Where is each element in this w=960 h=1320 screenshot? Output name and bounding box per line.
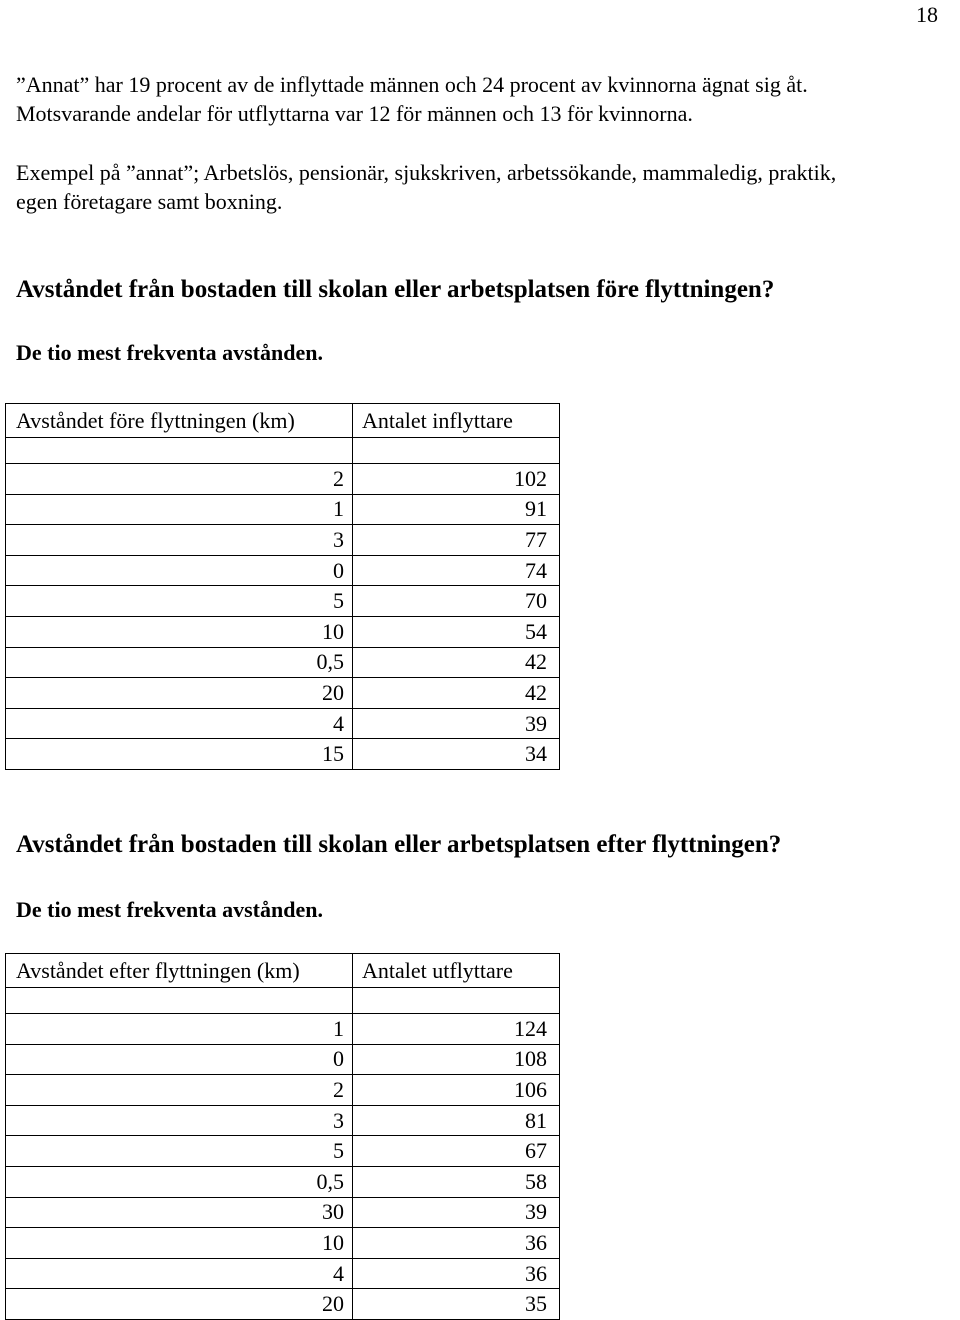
table-row xyxy=(6,616,560,647)
distance-cell: 2 xyxy=(6,464,353,495)
column-header-distance: Avståndet efter flyttningen (km) xyxy=(6,954,353,988)
table-row xyxy=(6,647,560,678)
count-cell: 124 xyxy=(353,1014,560,1045)
paragraph-line: Motsvarande andelar för utflyttarna var 12 för männen och 13 för kvinnorna. xyxy=(16,101,693,126)
section-heading-after: Avståndet från bostaden till skolan eller arbetsplatsen efter flyttningen? xyxy=(16,831,782,858)
paragraph-line: Exempel på ”annat”; Arbetslös, pensionär, sjukskriven, arbetssökande, mammaledig, praktik, xyxy=(16,160,837,185)
paragraph-annat-share xyxy=(16,70,946,128)
paragraph-line: egen företagare samt boxning. xyxy=(16,189,283,214)
count-cell: 91 xyxy=(353,494,560,525)
count-cell: 42 xyxy=(353,647,560,678)
count-cell: 39 xyxy=(353,708,560,739)
count-cell: 42 xyxy=(353,678,560,709)
table-row xyxy=(6,464,560,495)
column-header-distance: Avståndet före flyttningen (km) xyxy=(6,404,353,438)
table-row xyxy=(6,1014,560,1045)
distance-cell: 5 xyxy=(6,586,353,617)
distance-cell: 0,5 xyxy=(6,1166,353,1197)
table-row xyxy=(6,525,560,556)
distance-cell: 0 xyxy=(6,1044,353,1075)
table-header-row xyxy=(6,954,560,988)
count-cell: 35 xyxy=(353,1289,560,1320)
page-number: 18 xyxy=(916,2,938,27)
table-row xyxy=(6,1289,560,1320)
count-cell: 77 xyxy=(353,525,560,556)
table-row xyxy=(6,1197,560,1228)
count-cell: 67 xyxy=(353,1136,560,1167)
distance-cell: 4 xyxy=(6,708,353,739)
table-row xyxy=(6,1258,560,1289)
section-subheading-before: De tio mest frekventa avstånden. xyxy=(16,340,323,365)
table-blank-row xyxy=(6,438,560,464)
distance-table-after xyxy=(5,953,560,1320)
distance-cell: 3 xyxy=(6,525,353,556)
table-row xyxy=(6,1166,560,1197)
table-row xyxy=(6,586,560,617)
distance-cell: 20 xyxy=(6,1289,353,1320)
distance-cell: 0,5 xyxy=(6,647,353,678)
paragraph-annat-examples xyxy=(16,158,946,216)
distance-cell: 1 xyxy=(6,1014,353,1045)
count-cell: 58 xyxy=(353,1166,560,1197)
count-cell: 108 xyxy=(353,1044,560,1075)
table-row xyxy=(6,708,560,739)
table-row xyxy=(6,1075,560,1106)
table-row xyxy=(6,678,560,709)
distance-cell: 0 xyxy=(6,555,353,586)
distance-cell: 3 xyxy=(6,1105,353,1136)
distance-cell: 20 xyxy=(6,678,353,709)
table-header-row xyxy=(6,404,560,438)
section-subheading-after: De tio mest frekventa avstånden. xyxy=(16,897,323,922)
table-blank-row xyxy=(6,988,560,1014)
count-cell: 36 xyxy=(353,1228,560,1259)
table-row xyxy=(6,1105,560,1136)
section-heading-before: Avståndet från bostaden till skolan eller arbetsplatsen före flyttningen? xyxy=(16,276,775,303)
distance-cell: 10 xyxy=(6,616,353,647)
count-cell: 102 xyxy=(353,464,560,495)
count-cell: 34 xyxy=(353,739,560,770)
table-row xyxy=(6,1228,560,1259)
count-cell: 36 xyxy=(353,1258,560,1289)
distance-table-before xyxy=(5,403,560,770)
table-row xyxy=(6,739,560,770)
paragraph-line: ”Annat” har 19 procent av de inflyttade männen och 24 procent av kvinnorna ägnat sig åt. xyxy=(16,72,808,97)
count-cell: 81 xyxy=(353,1105,560,1136)
count-cell: 74 xyxy=(353,555,560,586)
table-row xyxy=(6,1136,560,1167)
distance-cell: 15 xyxy=(6,739,353,770)
column-header-count: Antalet utflyttare xyxy=(353,954,560,988)
distance-cell: 10 xyxy=(6,1228,353,1259)
distance-cell: 30 xyxy=(6,1197,353,1228)
distance-cell: 5 xyxy=(6,1136,353,1167)
distance-cell: 1 xyxy=(6,494,353,525)
table-row xyxy=(6,494,560,525)
count-cell: 106 xyxy=(353,1075,560,1106)
table-row xyxy=(6,555,560,586)
table-row xyxy=(6,1044,560,1075)
distance-cell: 4 xyxy=(6,1258,353,1289)
distance-cell: 2 xyxy=(6,1075,353,1106)
count-cell: 39 xyxy=(353,1197,560,1228)
count-cell: 70 xyxy=(353,586,560,617)
column-header-count: Antalet inflyttare xyxy=(353,404,560,438)
count-cell: 54 xyxy=(353,616,560,647)
